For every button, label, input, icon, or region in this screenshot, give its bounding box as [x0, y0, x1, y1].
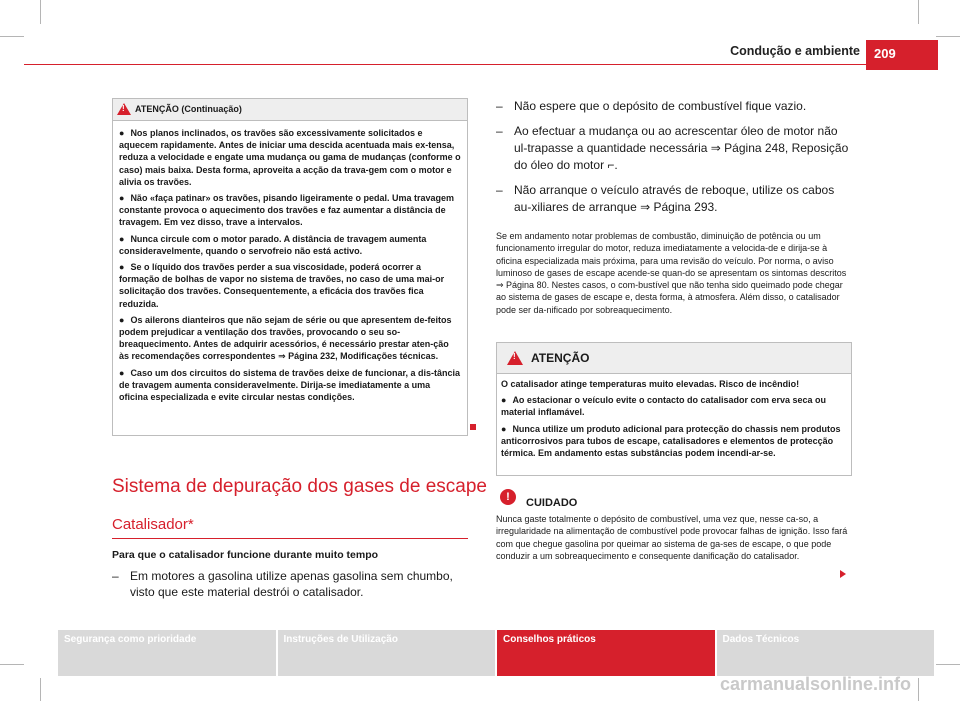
page-number: 209 [866, 40, 938, 70]
crop-mark [918, 678, 919, 701]
subsection-rule [112, 538, 468, 539]
caution-title: CUIDADO [526, 497, 578, 509]
list-item: – Em motores a gasolina utilize apenas gasolina sem chumbo, visto que este material destrói o catalisador. [112, 569, 453, 599]
tab-instrucoes[interactable]: Instruções de Utilização [278, 630, 496, 676]
footer-tabs [58, 630, 934, 676]
tab-dados-tecnicos[interactable]: Dados Técnicos [717, 630, 935, 676]
running-header: Condução e ambiente [730, 44, 860, 58]
warning-continued-title: ATENÇÃO (Continuação) [135, 104, 242, 114]
crop-mark [0, 664, 24, 665]
warning-box [496, 342, 852, 476]
end-marker-icon [470, 424, 476, 430]
list-item: – Não espere que o depósito de combustível fique vazio. [496, 99, 807, 113]
warning-continued-header [113, 99, 467, 121]
warning-intro: O catalisador atinge temperaturas muito elevadas. Risco de incêndio! [501, 379, 800, 389]
continue-arrow-icon [840, 570, 846, 578]
warning-item: ● Os ailerons dianteiros que não sejam de série ou que apresentem de-feitos podem prejudicar a ventilação dos travões, provocando o seu so-breaquecimento. Antes de adquirir acessórios, é necessário prestar aten-ção às recomendações correspondentes ⇒ Página 232, Modificações técnicas. [119, 314, 452, 362]
paragraph-heading: Para que o catalisador funcione durante muito tempo [112, 549, 379, 561]
crop-mark [0, 36, 24, 37]
warning-item: ● Ao estacionar o veículo evite o contacto do catalisador com erva seca ou material inflamável. [501, 395, 827, 418]
warning-item: ● Nunca utilize um produto adicional para protecção do chassis nem produtos anticorrosivos para tubos de escape, catalisadores e elementos de protecção térmica. Em andamento estas substâncias podem incendi-ar-se. [501, 423, 841, 459]
warning-item: ● Não «faça patinar» os travões, pisando ligeiramente o pedal. Uma travagem constante provoca o aquecimento dos travões e faz aumentar a distância de travagem. Em vez disso, trave a intervalos. [119, 193, 455, 228]
list-item: – Ao efectuar a mudança ou ao acrescentar óleo de motor não ul-trapasse a quantidade necessária ⇒ Página 248, Reposição do óleo do motor ⌐. [496, 124, 849, 172]
section-title: Sistema de depuração dos gases de escape [112, 476, 487, 497]
list-item: – Não arranque o veículo através de reboque, utilize os cabos au-xiliares de arranque ⇒ Página 293. [496, 183, 835, 214]
watermark: carmanualsonline.info [720, 674, 912, 694]
crop-mark [936, 36, 960, 37]
body-paragraph: Se em andamento notar problemas de combustão, diminuição de potência ou um funcionamento irregular do motor, reduza imediatamente a velocida-de e dirija-se à oficina especializada mais próxima, para uma revisão do veículo. Por norma, o aviso luminoso de gases de escape acende-se quan-do se apresentam os sintomas descritos ⇒ Página 80. Nestes casos, o com-bustível que não tenha sido queimado pode chegar ao sistema de gases de escape e, desta forma, à atmosfera. Além disso, o catalisador pode ser da-nificado por sobreaquecimento. [496, 231, 847, 315]
crop-mark [936, 664, 960, 665]
crop-mark [40, 678, 41, 701]
crop-mark [918, 0, 919, 24]
warning-item: ● Se o líquido dos travões perder a sua viscosidade, poderá ocorrer a formação de bolhas de vapor no sistema de travões, no caso de uma mai-or solicitação dos travões. Consequentemente, a eficácia dos travões fica reduzida. [119, 262, 445, 309]
warning-item: ● Caso um dos circuitos do sistema de travões deixe de funcionar, a dis-tância de travagem aumenta consideravelmente. Dirija-se imediatamente a uma oficina especializada e evite circular nestas condições. [119, 367, 461, 403]
warning-continued-box [112, 98, 468, 436]
crop-mark [40, 0, 41, 24]
caution-text: Nunca gaste totalmente o depósito de combustível, uma vez que, nesse ca-so, a irregularidade na alimentação de combustível pode provocar falhas de ignição. Isso fará com que chegue gasolina por queimar ao sistema de ga-ses de escape, o que pode conduzir a um sobreaquecimento e consequente danificação do catalisador. [496, 514, 848, 561]
warning-title: ATENÇÃO [531, 351, 590, 365]
warning-item: ● Nunca circule com o motor parado. A distância de travagem aumenta consideravelmente, quando o servofreio não está activo. [119, 233, 427, 256]
caution-icon: ! [500, 489, 516, 505]
warning-triangle-icon [117, 103, 131, 115]
warning-item: ● Nos planos inclinados, os travões são excessivamente solicitados e aquecem rapidamente. Antes de iniciar uma descida acentuada mais ex-tensa, reduza a velocidade e engate uma mudança ou gama de mudanças (conforme o caso) mais baixa. Desta forma, aproveita a acção da trava-gem com o motor e alivia os travões. [119, 128, 461, 187]
subsection-title: Catalisador* [112, 516, 194, 533]
tab-conselhos[interactable]: Conselhos práticos [497, 630, 715, 676]
warning-triangle-icon [507, 351, 523, 365]
tab-seguranca[interactable]: Segurança como prioridade [58, 630, 276, 676]
header-rule [24, 64, 866, 65]
